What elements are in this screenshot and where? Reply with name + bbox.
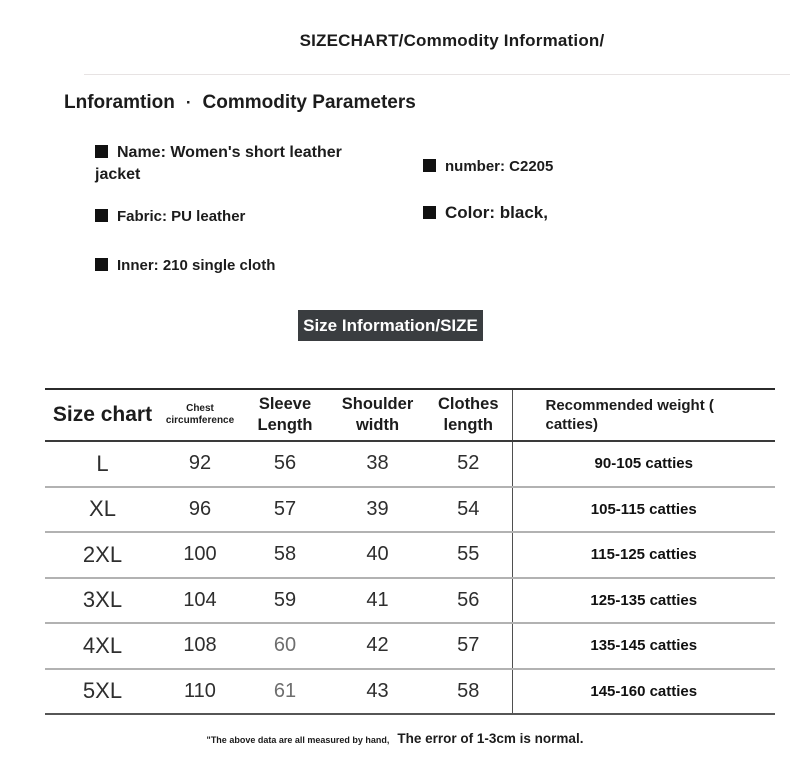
param-number [423, 157, 743, 177]
bullet-square-icon [95, 145, 108, 158]
footnote-small: "The above data are all measured by hand, [206, 735, 390, 745]
chest-cell: 108 [183, 634, 217, 657]
size-banner: Size Information/SIZE [298, 310, 483, 341]
weight-cell: 115-125 catties [590, 546, 697, 564]
table-row [45, 578, 775, 624]
size-cell: L [96, 450, 109, 476]
shoulder-cell: 41 [366, 588, 389, 611]
size-cell: 2XL [82, 541, 123, 567]
size-cell: 3XL [82, 587, 123, 613]
size-table [45, 388, 775, 715]
size-cell: 5XL [82, 678, 123, 704]
section-heading [64, 92, 416, 114]
param-inner-text: Inner: 210 single cloth [117, 257, 276, 274]
size-cell: XL [89, 496, 116, 522]
sleeve-cell: 61 [273, 679, 297, 702]
weight-cell: 105-115 catties [590, 500, 697, 518]
chest-header: Chest circumference [165, 402, 235, 426]
chest-cell: 104 [183, 588, 217, 611]
bullet-square-icon [95, 258, 108, 271]
bullet-square-icon [423, 159, 436, 172]
param-inner [95, 256, 380, 276]
chest-cell: 100 [183, 543, 217, 566]
param-fabric-text: Fabric: PU leather [117, 208, 246, 225]
param-color-text: Color: black, [445, 203, 548, 222]
param-color [423, 202, 743, 225]
sleeve-cell: 60 [273, 634, 297, 657]
divider-line [84, 74, 790, 75]
weight-header: Recommended weight ( catties) [545, 396, 714, 433]
chest-cell: 92 [188, 452, 212, 475]
chest-cell: 96 [188, 497, 212, 520]
bullet-square-icon [95, 209, 108, 222]
shoulder-cell: 39 [366, 497, 389, 520]
shoulder-header: Shoulder width [341, 395, 414, 434]
sleeve-cell: 58 [273, 543, 297, 566]
footnote-large: The error of 1-3cm is normal. [397, 731, 584, 746]
page-title: SIZECHART/Commodity Information/ [299, 31, 605, 50]
size-cell: 4XL [82, 632, 123, 658]
clothes-cell: 58 [425, 669, 512, 715]
clothes-cell: 54 [425, 487, 512, 533]
clothes-cell: 57 [425, 623, 512, 669]
footnote [0, 731, 790, 746]
table-row [45, 532, 775, 578]
chest-cell: 110 [184, 679, 216, 702]
table-row [45, 487, 775, 533]
shoulder-cell: 43 [366, 679, 389, 702]
sleeve-cell: 57 [273, 497, 297, 520]
clothes-cell: 55 [425, 532, 512, 578]
sleeve-cell: 59 [273, 588, 297, 611]
param-name-text: Name: Women's short leather jacket [95, 144, 342, 183]
weight-cell: 135-145 catties [590, 637, 698, 655]
heading-dot-icon: · [185, 93, 192, 112]
clothes-cell: 56 [425, 578, 512, 624]
clothes-header: Clothes length [425, 389, 512, 441]
size-chart-header: Size chart [52, 403, 153, 426]
bullet-square-icon [423, 206, 436, 219]
shoulder-cell: 40 [366, 543, 389, 566]
sleeve-header: Sleeve Length [257, 395, 313, 434]
table-row [45, 623, 775, 669]
table-row [45, 441, 775, 487]
weight-cell: 90-105 catties [594, 455, 693, 473]
table-row [45, 669, 775, 715]
param-number-text: number: C2205 [445, 158, 554, 175]
clothes-cell: 52 [425, 441, 512, 487]
section-heading-left: Lnforamtion [64, 92, 175, 113]
table-header-row [45, 389, 775, 441]
weight-cell: 145-160 catties [590, 682, 698, 700]
sleeve-cell: 56 [273, 452, 297, 475]
shoulder-cell: 42 [366, 634, 389, 657]
param-name [95, 142, 380, 185]
shoulder-cell: 38 [366, 452, 389, 475]
section-heading-right: Commodity Parameters [202, 92, 416, 113]
weight-cell: 125-135 catties [590, 591, 698, 609]
param-fabric [95, 207, 380, 227]
